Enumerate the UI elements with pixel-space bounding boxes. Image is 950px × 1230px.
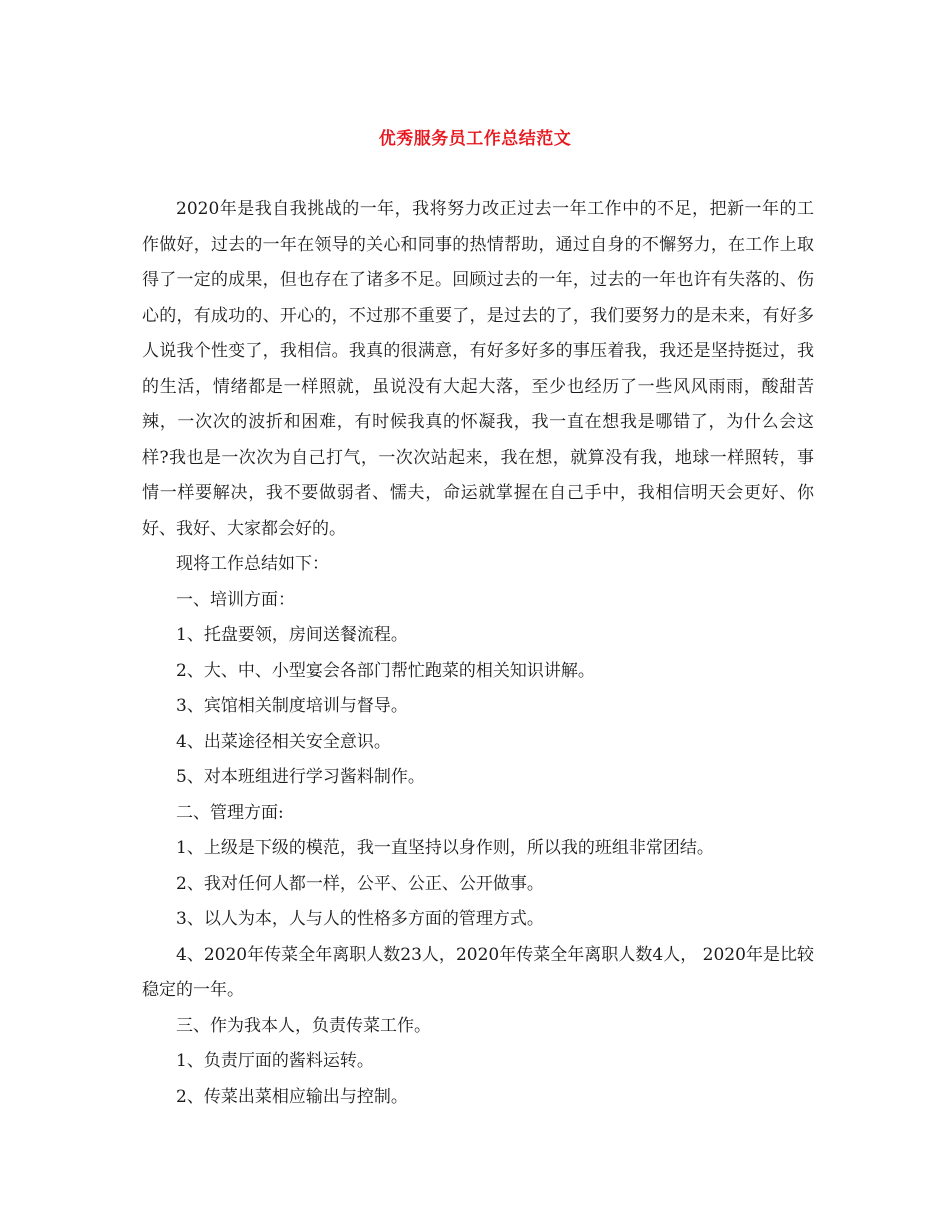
list-item: 1、上级是下级的模范，我一直坚持以身作则，所以我的班组非常团结。 — [176, 838, 714, 858]
list-item: 2、大、中、小型宴会各部门帮忙跑菜的相关知识讲解。 — [176, 660, 595, 681]
section-heading-training: 一、培训方面： — [176, 589, 295, 610]
section-heading-management: 二、管理方面: — [176, 802, 284, 823]
document-title: 优秀服务员工作总结范文 — [378, 129, 572, 149]
list-item: 3、以人为本，人与人的性格多方面的管理方式。 — [176, 909, 544, 929]
summary-lead: 现将工作总结如下： — [176, 554, 329, 574]
list-item: 1、托盘要领，房间送餐流程。 — [176, 625, 408, 645]
list-item: 2、我对任何人都一样，公平、公正、公开做事。 — [176, 873, 544, 894]
list-item: 1、负责厅面的酱料运转。 — [176, 1051, 374, 1071]
list-item: 4、2020年传菜全年离职人数23人，2020年传菜全年离职人数4人， 2020年是比较稳定的一年。 — [142, 944, 814, 1000]
list-item: 3、宾馆相关制度培训与督导。 — [176, 696, 408, 716]
document-body — [142, 192, 814, 1115]
section-heading-personal: 三、作为我本人，负责传菜工作。 — [176, 1015, 431, 1036]
list-item: 2、传菜出菜相应输出与控制。 — [176, 1086, 408, 1107]
intro-paragraph: 2020年是我自我挑战的一年，我将努力改正过去一年工作中的不足，把新一年的工作做好，过去的一年在领导的关心和同事的热情帮助，通过自身的不懈努力，在工作上取得了一定的成果，但也存在了诸多不足。回顾过去的一年，过去的一年也许有失落的、伤心的，有成功的、开心的，不过那不重要了，是过去的了，我们要努力的是未来，有好多人说我个性变了，我相信。我真的很满意，有好多好多的事压着我，我还是坚持挺过，我的生活，情绪都是一样照就，虽说没有大起大落，至少也经历了一些风风雨雨，酸甜苦辣，一次次的波折和困难，有时候我真的怀凝我，我一直在想我是哪错了，为什么会这样?我也是一次次为自己打气，一次次站起来，我在想，就算没有我，地球一样照转，事情一样要解决，我不要做弱者、懦夫，命运就掌握在自己手中，我相信明天会更好、你好、我好、大家都会好的。 — [142, 199, 814, 539]
list-item: 4、出菜途径相关安全意识。 — [176, 731, 391, 752]
list-item: 5、对本班组进行学习酱料制作。 — [176, 767, 425, 787]
